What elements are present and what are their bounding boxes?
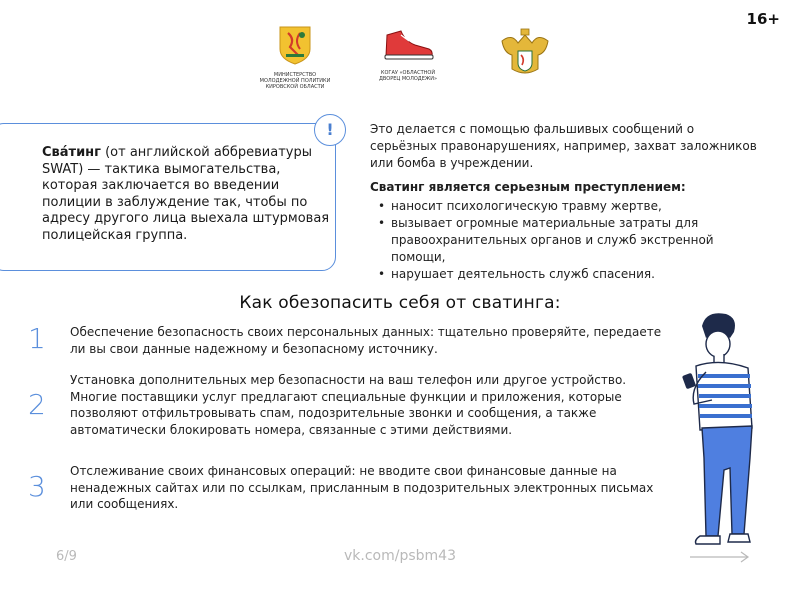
definition-term: Сва́тинг [42,145,101,160]
sneaker-icon [381,25,435,63]
vk-link[interactable]: vk.com/psbm43 [344,548,456,564]
crime-consequences-list [370,198,765,283]
police-logo [495,25,555,87]
list-item: • наносит психологическую травму жертве, [370,198,765,215]
definition-body: (от английской аббревиатуры SWAT) — тактика вымогательства, которая заключается во введении полиции в заблуждение так, чтобы по адресу другого лица выехала штурмовая полицейская группа. [42,145,330,243]
exclamation-icon: ! [314,114,346,146]
step-number: 1 [28,322,46,355]
step-text: Обеспечение безопасность своих персональных данных: тщательно проверяйте, передаете ли вы свои данные надежному и безопасному источнику. [70,325,662,356]
step-number: 3 [28,470,46,503]
definition-text [42,145,332,244]
ministry-logo [250,25,340,90]
age-rating: 16+ [746,10,780,28]
eagle-emblem-icon [498,25,552,83]
arrow-right-icon[interactable] [690,550,750,564]
intro-text: Это делается с помощью фальшивых сообщений о серьёзных правонарушениях, например, захват заложников или бомба в учреждении. [370,122,757,170]
person-with-phone-illustration [660,308,780,550]
ministry-caption-line: МИНИСТЕРСТВО [273,72,317,78]
ministry-caption-line: МОЛОДЕЖНОЙ ПОЛИТИКИ [259,78,331,84]
step-number: 2 [28,388,46,421]
palace-caption-line: КОГАУ «ОБЛАСТНОЙ [380,70,436,76]
list-item: • нарушает деятельность служб спасения. [370,266,765,283]
ministry-caption-line: КИРОВСКОЙ ОБЛАСТИ [265,84,325,90]
step-text: Отслеживание своих финансовых операций: не вводите свои финансовые данные на ненадежных сайтах или по ссылкам, присланным в подозрительных электронных письмах или сообщениях. [70,464,654,511]
section-title: Как обезопасить себя от сватинга: [239,293,561,313]
palace-caption-line: ДВОРЕЦ МОЛОДЕЖИ» [378,76,438,82]
youth-palace-logo [368,25,448,82]
crime-heading: Сватинг является серьезным преступлением: [370,180,686,194]
step-text: Установка дополнительных мер безопасности на ваш телефон или другое устройство. Многие поставщики услуг предлагают специальные функции и приложения, которые позволяют отфильтровывать спам, подозрительные звонки и сообщения, а также автоматически блокировать номера, связанные с этими действиями. [70,373,627,437]
kirov-coat-of-arms-icon [278,25,312,65]
list-item: • вызывает огромные материальные затраты для правоохранительных органов и служб экстренной помощи, [370,215,765,266]
page-number: 6/9 [56,549,77,564]
